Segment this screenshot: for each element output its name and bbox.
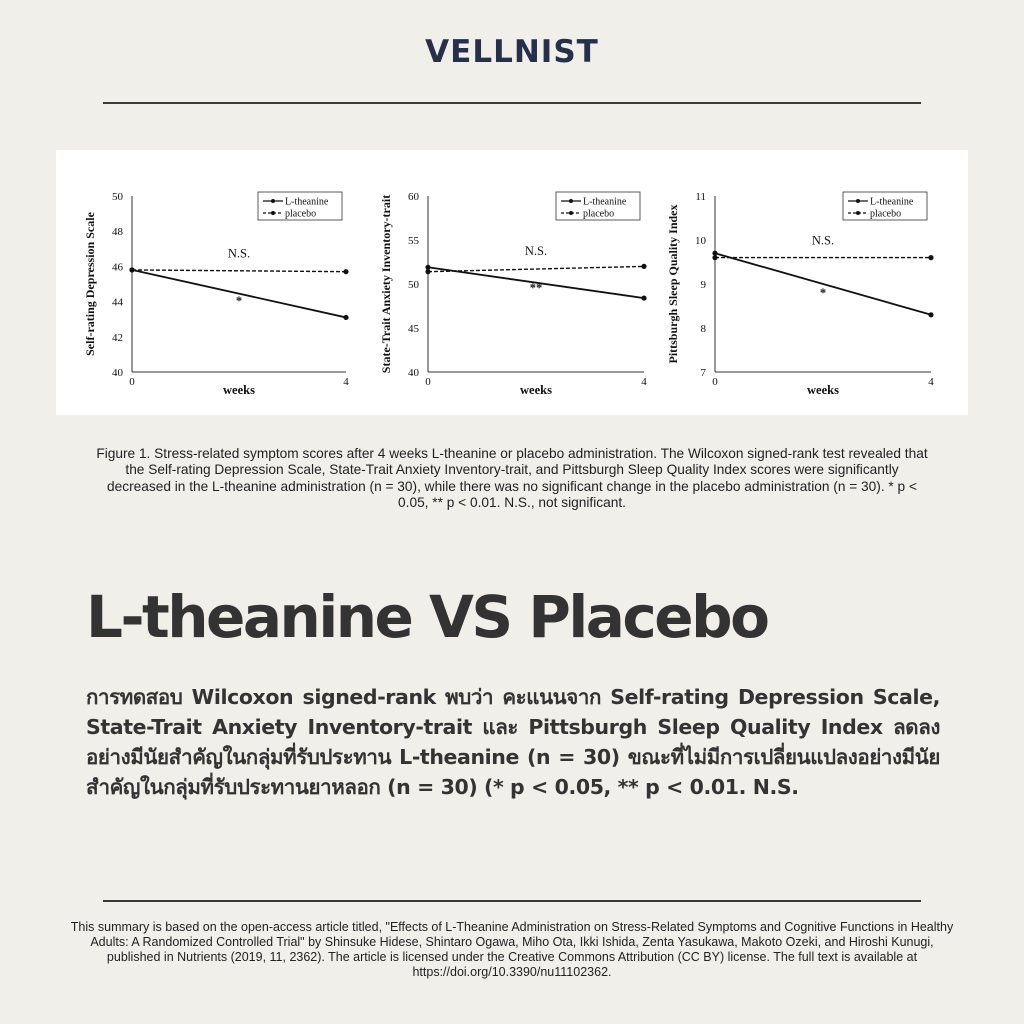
legend-marker [569,211,573,215]
data-point [343,315,348,320]
chart-3 [666,191,934,397]
y-axis-label: Self-rating Depression Scale [83,212,97,356]
y-tick-label: 11 [695,191,706,203]
significance-label: N.S. [524,243,548,258]
x-axis-label: weeks [223,383,255,397]
significance-label: ** [529,280,543,295]
y-axis-label: State-Trait Anxiety Inventory-trait [379,194,393,374]
x-tick-label: 4 [641,376,647,388]
chart-1 [83,191,349,397]
y-tick-label: 50 [112,191,123,203]
y-tick-label: 9 [700,279,706,291]
data-point [425,269,430,274]
legend-marker [856,199,860,203]
significance-label: N.S. [227,246,251,261]
y-tick-label: 40 [112,367,123,379]
headline: L-theanine VS Placebo [86,583,768,651]
x-axis-label: weeks [520,383,552,397]
source-footer: This summary is based on the open-access article titled, "Effects of L-Theanine Administration on Stress-Related Symptoms and Cognitive Functions in Healthy Adults: A Randomized Controlled Trial" by Shinsuke Hidese, Shintaro Ogawa, Miho Ota, Ikki Ishida, Zenta Yasukawa, Makoto Ozeki, and Hiroshi Kunugi, published in Nutrients (2019, 11, 2362). The article is licensed under the Creative Commons Attribution (CC BY) license. The full text is available at https://doi.org/10.3390/nu11102362. [70,920,954,979]
y-tick-label: 60 [408,191,419,203]
y-tick-label: 48 [112,226,123,239]
y-tick-label: 44 [112,296,123,309]
data-point [928,255,933,260]
data-point [712,255,717,260]
x-tick-label: 0 [712,376,718,388]
data-point [129,267,134,272]
legend-marker [856,211,860,215]
legend-marker [271,211,275,215]
bottom-divider [103,900,921,902]
data-point [928,312,933,317]
y-tick-label: 10 [695,235,706,247]
series-line-placebo [132,270,346,272]
series-line-l-theanine [715,253,931,315]
legend-label: L-theanine [870,196,914,208]
x-tick-label: 4 [343,376,349,388]
y-axis-label: Pittsburgh Sleep Quality Index [666,204,680,364]
y-tick-label: 50 [408,279,419,291]
significance-label: * [819,286,827,301]
top-divider [103,102,921,104]
y-tick-label: 42 [112,331,123,344]
y-tick-label: 55 [408,235,419,247]
data-point [641,295,646,300]
legend-label: placebo [285,208,317,220]
charts-svg [56,150,968,415]
chart-2 [379,191,647,397]
series-line-placebo [428,266,644,271]
thai-summary: การทดสอบ Wilcoxon signed-rank พบว่า คะแนนจาก Self-rating Depression Scale, State-Trait Anxiety Inventory-trait และ Pittsburgh Sleep Quality Index ลดลงอย่างมีนัยสำคัญในกลุ่มที่รับประทาน L-theanine (n = 30) ขณะที่ไม่มีการเปลี่ยนแปลงอย่างมีนัยสำคัญในกลุ่มที่รับประทานยาหลอก (n = 30) (* p < 0.05, ** p < 0.01. N.S. [86,685,940,799]
x-axis-label: weeks [807,383,839,397]
legend-label: L-theanine [583,196,627,208]
significance-label: N.S. [811,233,835,248]
y-tick-label: 40 [408,367,419,379]
data-point [641,264,646,269]
significance-label: * [235,294,243,309]
brand-logo: VELLNIST [425,34,599,70]
y-tick-label: 7 [700,367,706,379]
data-point [343,269,348,274]
legend-marker [569,199,573,203]
legend-label: placebo [583,208,615,220]
figure-panel [56,150,968,415]
x-tick-label: 0 [425,376,431,388]
y-tick-label: 45 [408,323,419,335]
y-tick-label: 8 [700,323,706,335]
x-tick-label: 4 [928,376,934,388]
legend-marker [271,199,275,203]
legend-label: placebo [870,208,902,220]
y-tick-label: 46 [112,261,123,274]
x-tick-label: 0 [129,376,135,388]
legend-label: L-theanine [285,196,329,208]
figure-caption: Figure 1. Stress-related symptom scores after 4 weeks L-theanine or placebo administration. The Wilcoxon signed-rank test revealed that the Self-rating Depression Scale, State-Trait Anxiety Inventory-trait, and Pittsburgh Sleep Quality Index scores were significantly decreased in the L-theanine administration (n = 30), while there was no significant change in the placebo administration (n = 30). * p < 0.05, ** p < 0.01. N.S., not significant. [96,446,928,511]
